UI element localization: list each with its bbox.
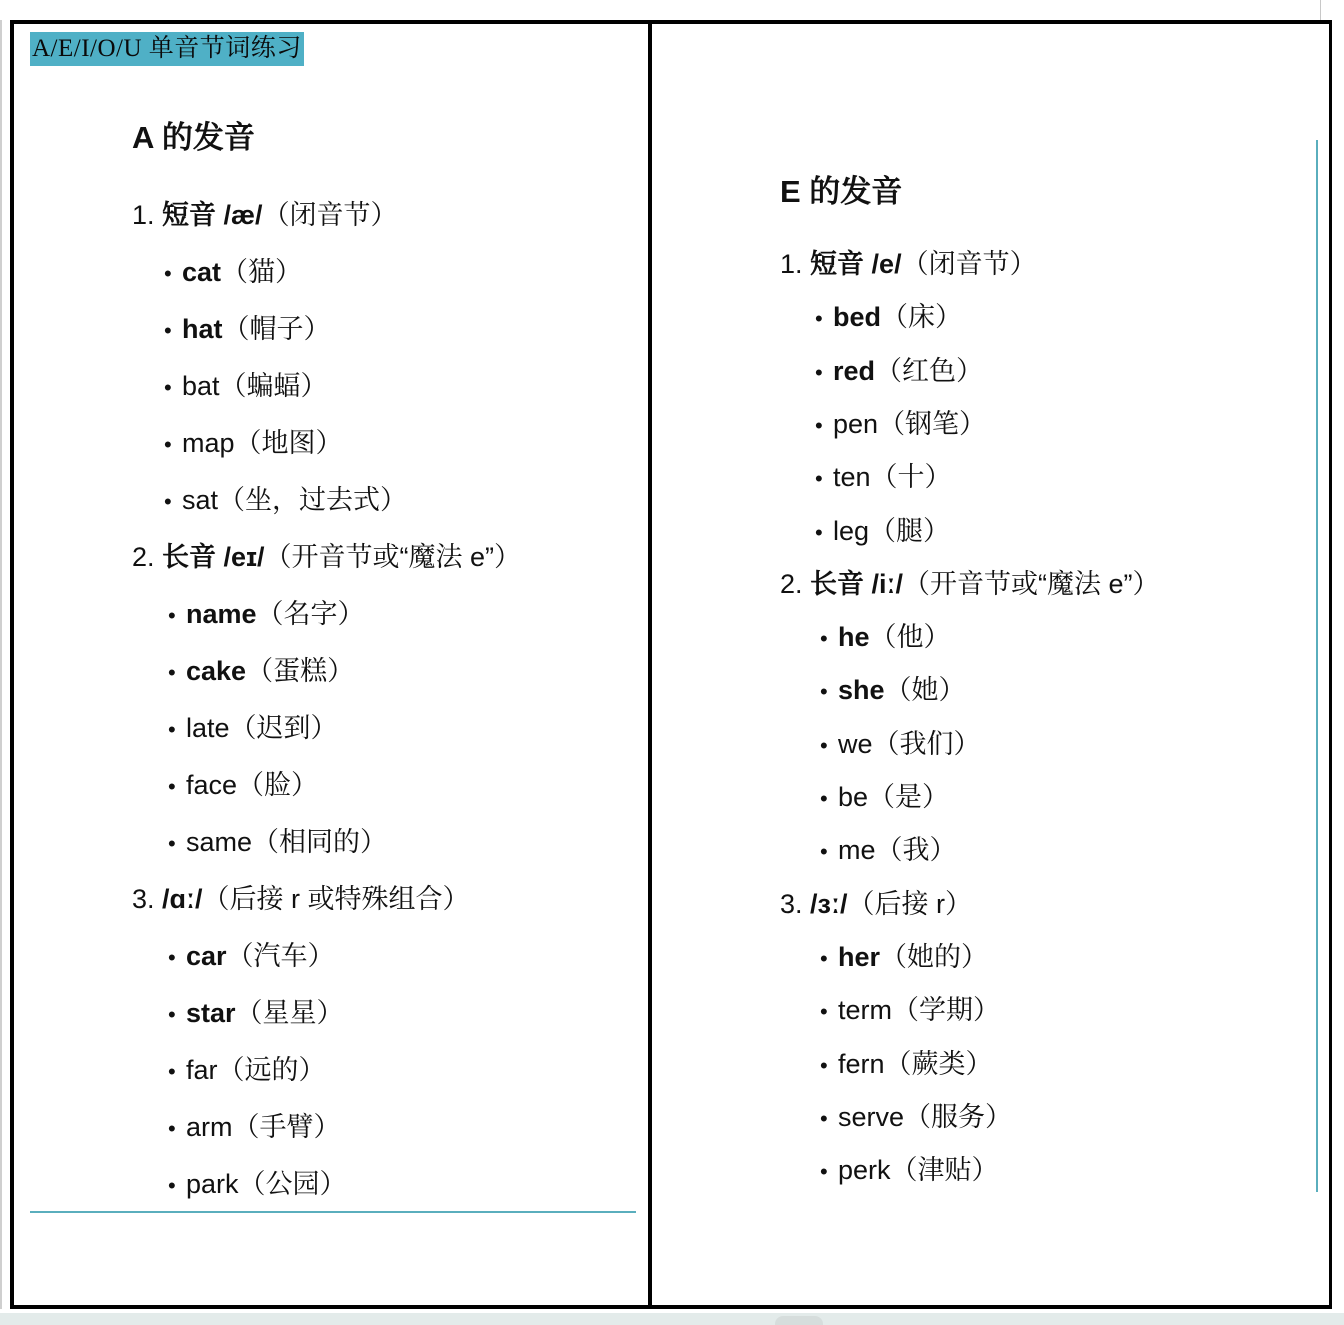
list-item — [820, 1095, 1012, 1134]
vocab-word: fern — [838, 1048, 885, 1079]
section-title: 短音 — [810, 249, 865, 279]
vocab-word: late — [186, 713, 230, 743]
word-meaning: （她） — [884, 675, 966, 706]
word-meaning: （地图） — [234, 428, 343, 458]
bullet-icon: • — [820, 679, 828, 705]
left-heading: A 的发音 — [132, 120, 255, 155]
section-note: （闭音节） — [901, 249, 1037, 279]
left-section-1 — [132, 193, 398, 232]
left-section-3 — [132, 877, 470, 916]
list-item — [168, 763, 318, 802]
bullet-icon: • — [168, 717, 176, 742]
vocab-word: bat — [182, 371, 220, 401]
list-item — [820, 1148, 999, 1187]
list-item — [815, 402, 986, 441]
list-item — [815, 295, 962, 334]
vocab-word: bed — [833, 302, 882, 333]
top-border-line — [0, 0, 1321, 20]
bullet-icon: • — [168, 945, 176, 970]
bullet-icon: • — [164, 318, 172, 343]
list-item — [168, 1162, 347, 1201]
list-item — [815, 349, 983, 388]
right-image-side-rule — [1316, 140, 1318, 1192]
list-item — [164, 250, 302, 289]
bullet-icon: • — [820, 1105, 828, 1131]
vocab-word: star — [186, 998, 236, 1028]
list-item — [168, 820, 387, 859]
vocab-word: we — [838, 728, 873, 759]
list-item — [820, 668, 966, 707]
word-meaning: （名字） — [256, 599, 365, 629]
ipa-symbol: /ɜː/ — [810, 888, 848, 919]
bottom-scrollbar-track[interactable] — [0, 1313, 1344, 1325]
section-title: 长音 — [162, 542, 217, 572]
vocab-word: serve — [838, 1101, 905, 1132]
vocab-word: pen — [833, 408, 879, 439]
vocab-word: ten — [833, 462, 871, 493]
left-image-bottom-rule — [30, 1211, 636, 1213]
word-meaning: （公园） — [238, 1169, 347, 1199]
right-section-1 — [780, 242, 1037, 281]
vocab-word: sat — [182, 485, 219, 515]
bullet-icon: • — [168, 831, 176, 856]
bullet-icon: • — [820, 1159, 828, 1185]
vocab-word: cake — [186, 656, 247, 686]
list-item — [820, 988, 1000, 1027]
ipa-symbol: /æ/ — [223, 200, 263, 230]
list-item — [820, 615, 951, 654]
left-section-2 — [132, 535, 521, 574]
word-meaning: （她的） — [880, 941, 989, 972]
bullet-icon: • — [820, 999, 828, 1025]
bullet-icon: • — [168, 774, 176, 799]
scrollbar-thumb[interactable] — [775, 1316, 823, 1325]
bullet-icon: • — [820, 839, 828, 865]
word-meaning: （腿） — [869, 515, 951, 546]
word-meaning: （我） — [875, 835, 957, 866]
section-title: 短音 — [162, 200, 217, 230]
list-item — [820, 722, 981, 761]
section-note: （开音节或“魔法 e”） — [264, 542, 522, 572]
word-meaning: （坐，过去式） — [218, 485, 408, 515]
list-item — [168, 991, 344, 1030]
list-item — [168, 934, 335, 973]
word-meaning: （我们） — [872, 728, 981, 759]
bullet-icon: • — [820, 1052, 828, 1078]
vocab-word: hat — [182, 314, 223, 344]
vocab-word: he — [838, 622, 870, 653]
bullet-icon: • — [168, 660, 176, 685]
right-heading: E 的发音 — [780, 174, 903, 209]
vocab-word: be — [838, 782, 869, 812]
word-meaning: （蝙蝠） — [219, 371, 328, 401]
word-meaning: （津贴） — [890, 1155, 999, 1186]
vocab-word: far — [186, 1055, 218, 1085]
word-meaning: （猫） — [221, 257, 303, 287]
bullet-icon: • — [815, 466, 823, 492]
bullet-icon: • — [820, 626, 828, 652]
ipa-symbol: /eɪ/ — [223, 542, 265, 572]
document-title[interactable]: A/E/I/O/U 单音节词练习 — [30, 32, 304, 66]
section-title: 长音 — [810, 568, 865, 599]
word-meaning: （学期） — [892, 995, 1000, 1026]
bullet-icon: • — [168, 603, 176, 628]
list-item — [168, 1048, 326, 1087]
vocab-word: red — [833, 355, 876, 386]
list-item — [164, 364, 328, 403]
ipa-symbol: /iː/ — [871, 568, 904, 599]
section-note: （后接 r 或特殊组合） — [202, 884, 470, 914]
bullet-icon: • — [820, 786, 828, 811]
section-number: 3. — [780, 888, 811, 919]
page-left-edge — [0, 20, 2, 1309]
section-number: 2. — [132, 542, 163, 572]
bullet-icon: • — [815, 306, 823, 332]
section-note: （后接 r） — [847, 888, 972, 919]
ipa-symbol: /ɑː/ — [162, 884, 203, 914]
bullet-icon: • — [164, 261, 172, 286]
list-item — [164, 421, 343, 460]
bullet-icon: • — [168, 1173, 176, 1198]
list-item — [820, 828, 957, 867]
vocab-word: park — [186, 1169, 239, 1199]
word-meaning: （他） — [869, 622, 951, 653]
list-item — [820, 775, 949, 814]
vocab-word: me — [838, 835, 876, 866]
bullet-icon: • — [168, 1002, 176, 1027]
bullet-icon: • — [815, 412, 823, 438]
word-meaning: （星星） — [235, 998, 344, 1028]
word-meaning: （帽子） — [222, 314, 331, 344]
bullet-icon: • — [820, 732, 828, 758]
bullet-icon: • — [164, 489, 172, 514]
vocab-word: perk — [838, 1155, 891, 1186]
list-item — [815, 509, 950, 548]
vocab-word: arm — [186, 1112, 233, 1142]
bullet-icon: • — [164, 432, 172, 457]
vocab-word: term — [838, 995, 892, 1026]
list-item — [168, 706, 338, 745]
vocab-word: leg — [833, 515, 870, 546]
vocab-word: same — [186, 827, 253, 857]
word-meaning: （服务） — [904, 1101, 1013, 1132]
word-meaning: （手臂） — [232, 1112, 341, 1142]
word-meaning: （蛋糕） — [246, 656, 355, 686]
list-item — [168, 592, 365, 631]
word-meaning: （远的） — [217, 1055, 326, 1085]
vocab-word: car — [186, 941, 227, 971]
vocab-word: map — [182, 428, 235, 458]
vocab-word: face — [186, 770, 238, 800]
section-number: 1. — [780, 249, 811, 279]
word-meaning: （钢笔） — [878, 408, 987, 439]
right-section-3 — [780, 882, 972, 921]
vocab-word: cat — [182, 257, 222, 287]
section-number: 1. — [132, 200, 163, 230]
section-note: （开音节或“魔法 e”） — [903, 568, 1160, 599]
bullet-icon: • — [815, 359, 823, 385]
word-meaning: （迟到） — [229, 713, 338, 743]
list-item — [168, 649, 354, 688]
word-meaning: （是） — [868, 782, 950, 812]
list-item — [168, 1105, 341, 1144]
bullet-icon: • — [820, 945, 828, 971]
ipa-symbol: /e/ — [871, 249, 902, 279]
bullet-icon: • — [815, 519, 823, 545]
word-meaning: （脸） — [237, 770, 319, 800]
vocab-word: name — [186, 599, 257, 629]
list-item — [820, 1042, 993, 1081]
word-meaning: （十） — [870, 462, 952, 493]
section-note: （闭音节） — [262, 200, 398, 230]
word-meaning: （床） — [881, 302, 963, 333]
word-meaning: （蕨类） — [884, 1048, 993, 1079]
word-meaning: （汽车） — [226, 941, 335, 971]
section-number: 2. — [780, 568, 811, 599]
list-item — [820, 935, 988, 974]
column-divider — [648, 20, 652, 1309]
vocab-word: her — [838, 941, 881, 972]
word-meaning: （红色） — [875, 355, 984, 386]
list-item — [164, 307, 331, 346]
word-meaning: （相同的） — [252, 827, 388, 857]
bullet-icon: • — [168, 1116, 176, 1141]
list-item — [815, 455, 952, 494]
right-section-2 — [780, 562, 1160, 601]
list-item — [164, 478, 407, 517]
bullet-icon: • — [164, 375, 172, 400]
section-number: 3. — [132, 884, 163, 914]
bullet-icon: • — [168, 1059, 176, 1084]
vocab-word: she — [838, 675, 885, 706]
